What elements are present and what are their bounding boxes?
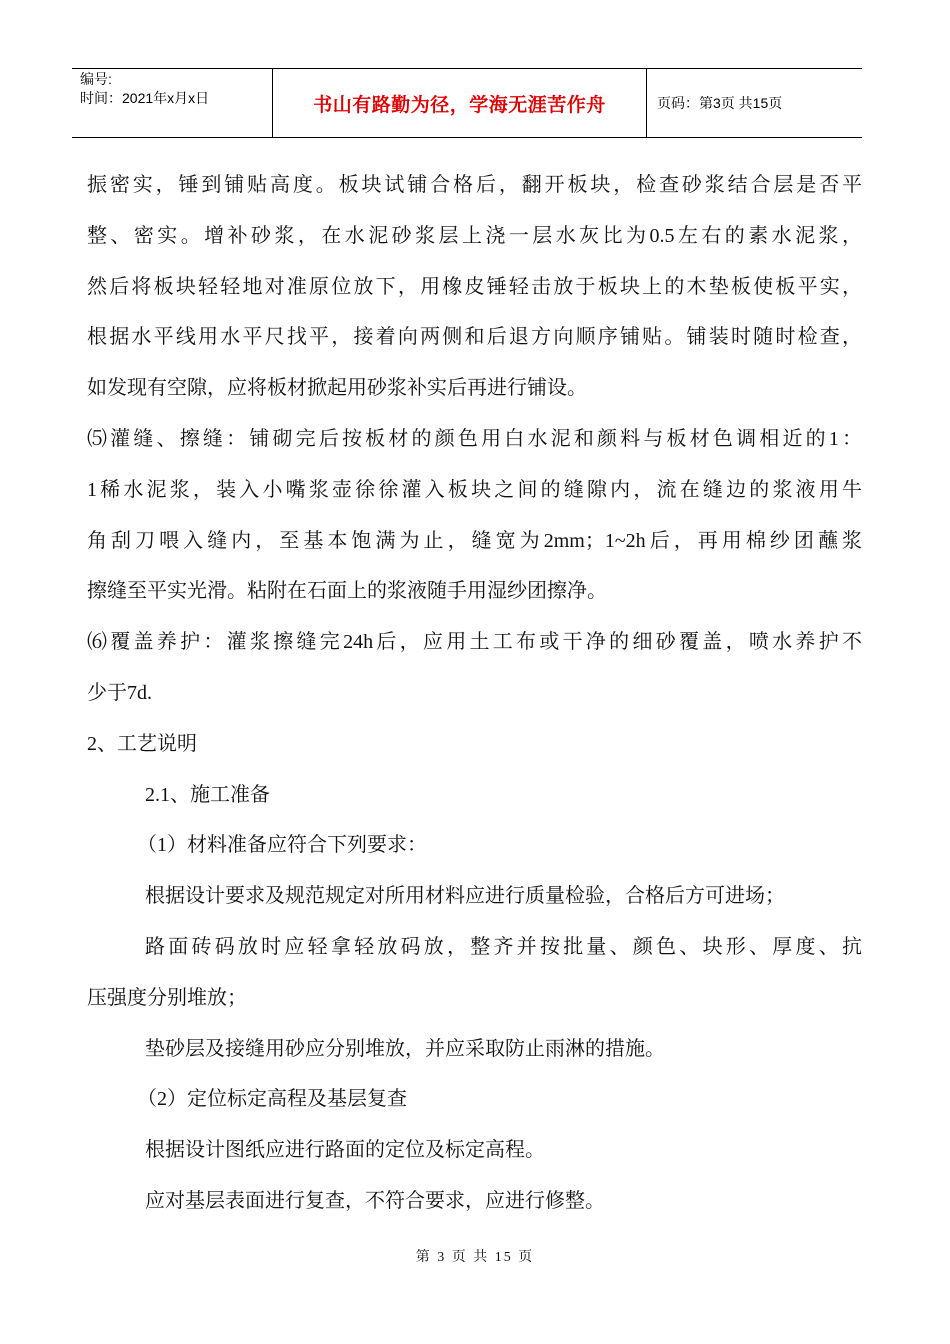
number-label: 编号:: [80, 71, 112, 87]
text-line: 1稀水泥浆，装入小嘴浆壶徐徐灌入板块之间的缝隙内，流在缝边的浆液用牛: [87, 478, 862, 501]
text-line: 应对基层表面进行复查，不符合要求，应进行修整。: [145, 1189, 605, 1212]
section-heading: 2、工艺说明: [87, 732, 197, 755]
text-line: 根据水平线用水平尺找平，接着向两侧和后退方向顺序铺贴。铺装时随时检查，: [87, 326, 862, 349]
text-line: 整、密实。增补砂浆，在水泥砂浆层上浇一层水灰比为0.5左右的素水泥浆，: [87, 224, 862, 247]
text-line: 压强度分别堆放；: [87, 986, 247, 1009]
subsection-heading: 2.1、施工准备: [145, 783, 270, 806]
header-table: [72, 68, 862, 138]
text-line: ⑸灌缝、擦缝：铺砌完后按板材的颜色用白水泥和颜料与板材色调相近的1：: [87, 427, 862, 450]
time-label: 时间：2021年x月x日: [80, 90, 210, 106]
page-info: 页码：第3页 共15页: [657, 95, 783, 111]
text-line: 如发现有空隙，应将板材掀起用砂浆补实后再进行铺设。: [87, 377, 587, 400]
text-line: 根据设计图纸应进行路面的定位及标定高程。: [145, 1139, 545, 1162]
text-line: ⑹覆盖养护：灌浆擦缝完24h后，应用土工布或干净的细砂覆盖，喷水养护不: [87, 631, 862, 654]
item-heading: （2）定位标定高程及基层复查: [137, 1088, 407, 1111]
text-line: 角刮刀喂入缝内，至基本饱满为止，缝宽为2mm；1~2h后，再用棉纱团蘸浆: [87, 529, 862, 552]
page-footer: 第 3 页 共 15 页: [415, 1250, 535, 1265]
text-line: 路面砖码放时应轻拿轻放码放，整齐并按批量、颜色、块形、厚度、抗: [145, 935, 862, 958]
text-line: 擦缝至平实光滑。粘附在石面上的浆液随手用湿纱团擦净。: [87, 580, 607, 603]
header-left-cell: [72, 69, 273, 137]
text-line: 然后将板块轻轻地对准原位放下，用橡皮锤轻击放于板块上的木垫板使板平实，: [87, 275, 862, 298]
text-line: 垫砂层及接缝用砂应分别堆放，并应采取防止雨淋的措施。: [145, 1037, 665, 1060]
text-line: 振密实，锤到铺贴高度。板块试铺合格后，翻开板块，检查砂浆结合层是否平: [87, 174, 862, 196]
text-line: 根据设计要求及规范规定对所用材料应进行质量检验，合格后方可进场；: [145, 885, 785, 908]
item-heading: （1）材料准备应符合下列要求：: [137, 834, 427, 857]
body-text: [87, 166, 862, 1233]
motto: 书山有路勤为径，学海无涯苦作舟: [273, 69, 647, 137]
text-line: 少于7d.: [87, 681, 152, 704]
